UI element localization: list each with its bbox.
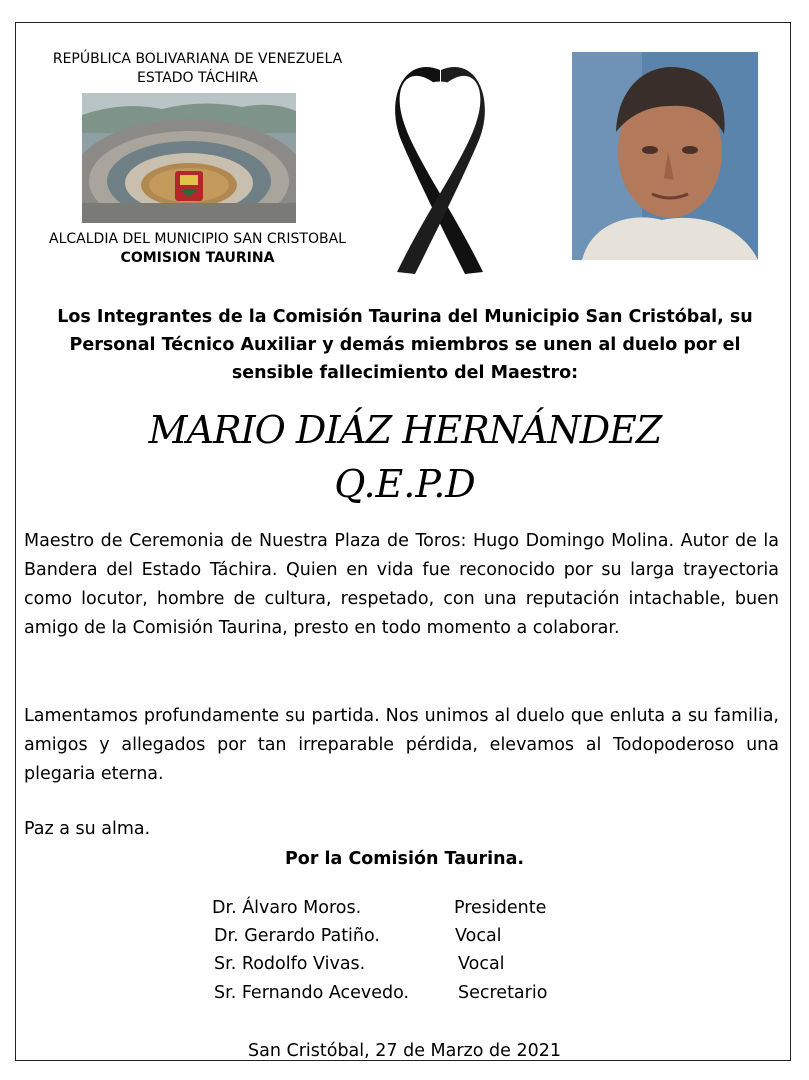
deceased-name: MARIO DIÁZ HERNÁNDEZ: [148, 408, 662, 452]
signatory-name: Sr. Fernando Acevedo.: [214, 983, 410, 1003]
document-date: San Cristóbal, 27 de Marzo de 2021: [248, 1041, 561, 1061]
intro-text: Los Integrantes de la Comisión Taurina del Municipio San Cristóbal, su Personal Técnico Auxiliar y demás miembros se unen al duelo por el sensible fallecimiento del Maestro:: [57, 307, 753, 383]
closing-line: Paz a su alma.: [24, 819, 151, 839]
municipality-label: ALCALDIA DEL MUNICIPIO SAN CRISTOBAL: [49, 231, 346, 247]
signatory-role: Presidente: [454, 898, 547, 918]
commission-label: COMISION TAURINA: [120, 250, 275, 266]
tribute-paragraph: Maestro de Ceremonia de Nuestra Plaza de Toros: Hugo Domingo Molina. Autor de la Bandera del Estado Táchira. Quien en vida fue reconocido por su larga trayectoria como locutor, hombre de cultura, respetado, con una reputación intachable, buen amigo de la Comisión Taurina, presto en todo momento a colaborar.: [24, 531, 779, 638]
signatory-name: Dr. Gerardo Patiño.: [214, 926, 380, 946]
condolence-paragraph: Lamentamos profundamente su partida. Nos unimos al duelo que enluta a su familia, amigos y allegados por tan irreparable pérdida, elevamos al Todopoderoso una plegaria eterna.: [24, 706, 779, 784]
signatory-row: [212, 979, 612, 1007]
bullring-photo: [82, 93, 296, 223]
signatory-name: Dr. Álvaro Moros.: [212, 898, 362, 918]
republic-label: REPÚBLICA BOLIVARIANA DE VENEZUELA: [52, 51, 343, 67]
bullring-image: [82, 93, 296, 223]
state-label: ESTADO TÁCHIRA: [137, 70, 258, 86]
header-top: [30, 50, 365, 88]
signatory-role: Vocal: [458, 954, 505, 974]
signatory-row: [212, 950, 612, 978]
signatory-row: [212, 894, 612, 922]
mourning-ribbon-icon: [383, 60, 498, 275]
signatory-role: Secretario: [458, 983, 548, 1003]
portrait-photo: [572, 52, 758, 260]
signatory-row: [212, 922, 612, 950]
signatory-role: Vocal: [455, 926, 502, 946]
header-bottom: [30, 230, 365, 268]
portrait-image: [572, 52, 758, 260]
signatory-name: Sr. Rodolfo Vivas.: [214, 954, 366, 974]
signed-by-heading: Por la Comisión Taurina.: [284, 849, 525, 869]
rip-label: Q.E.P.D: [334, 462, 476, 506]
